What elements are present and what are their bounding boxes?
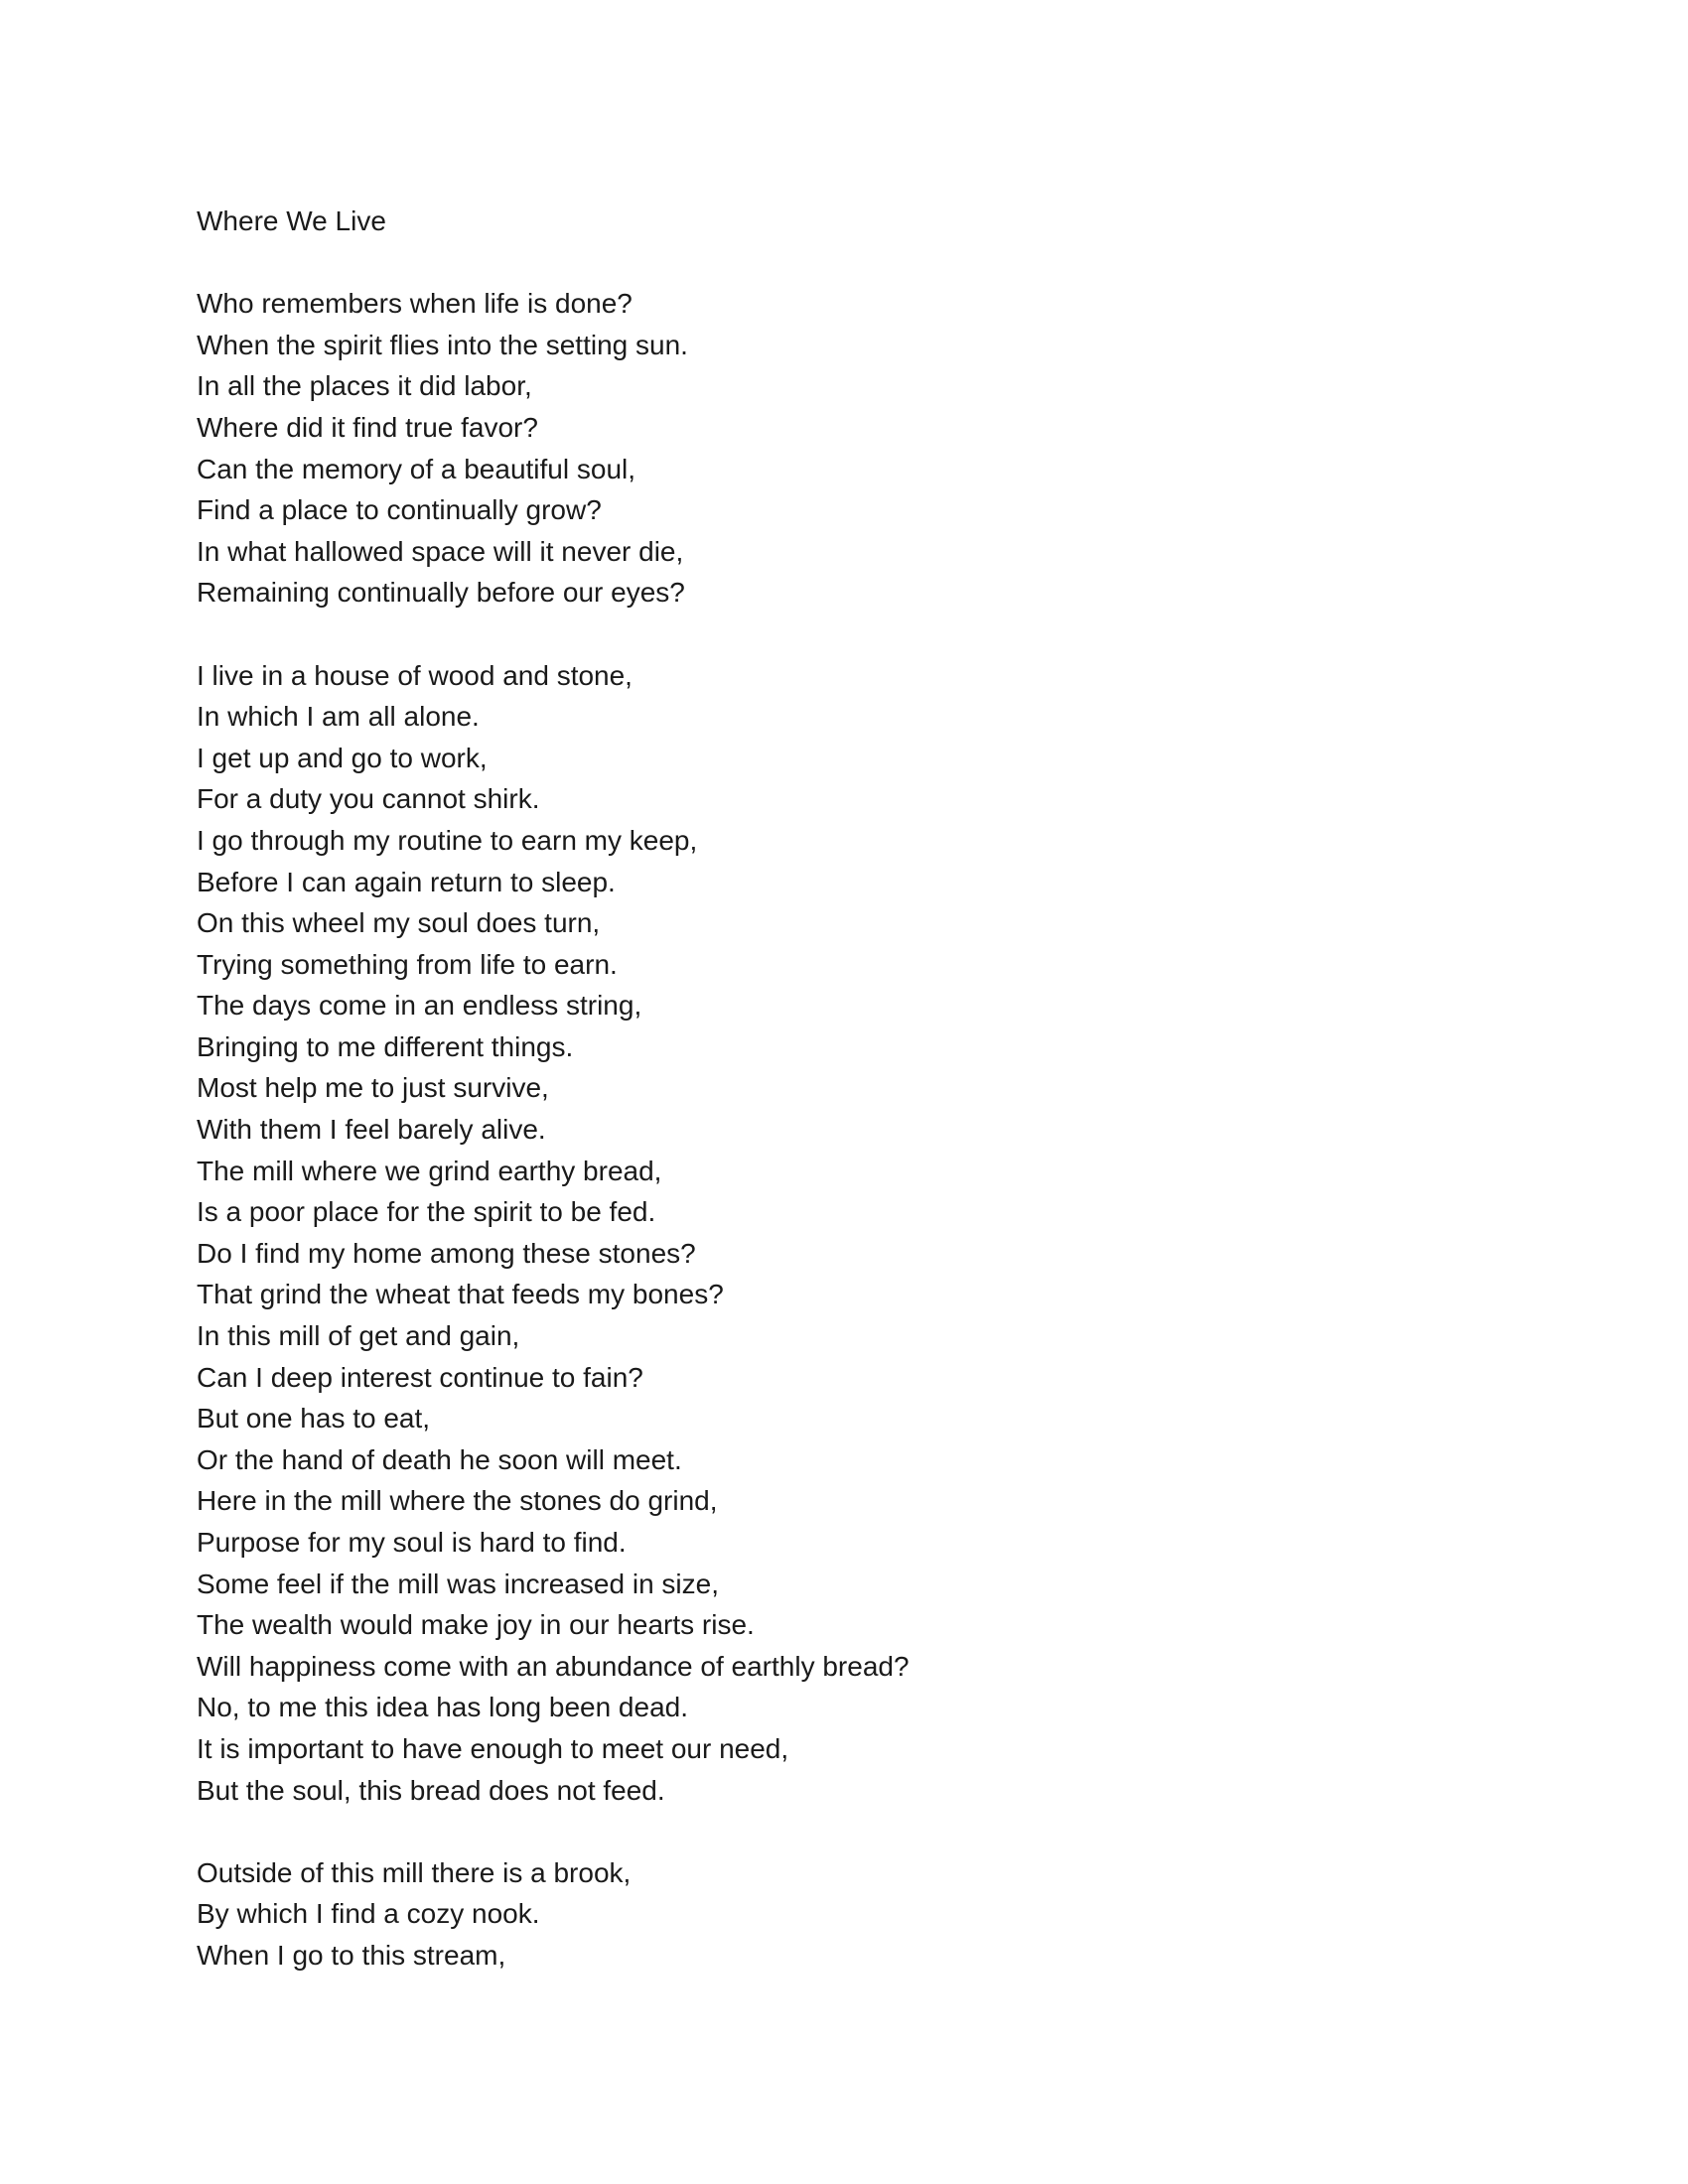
poem-line: For a duty you cannot shirk.: [197, 783, 540, 815]
poem-line: The days come in an endless string,: [197, 990, 642, 1022]
title-spacer: [197, 242, 1487, 284]
poem-line: Do I find my home among these stones?: [197, 1237, 696, 1269]
poem-line: Purpose for my soul is hard to find.: [197, 1527, 627, 1558]
stanza-1: [197, 283, 1487, 614]
poem-line: Find a place to continually grow?: [197, 494, 602, 526]
poem-line: That grind the wheat that feeds my bones?: [197, 1279, 724, 1310]
poem-line: But the soul, this bread does not feed.: [197, 1774, 665, 1806]
stanza-2: [197, 655, 1487, 1812]
poem-line: Will happiness come with an abundance of earthly bread?: [197, 1650, 910, 1682]
poem-line: Remaining continually before our eyes?: [197, 577, 685, 609]
poem-line: Can the memory of a beautiful soul,: [197, 453, 636, 484]
poem-line: But one has to eat,: [197, 1403, 431, 1434]
poem-line: Trying something from life to earn.: [197, 948, 618, 980]
poem-line: Is a poor place for the spirit to be fed.: [197, 1196, 656, 1228]
poem-line: Before I can again return to sleep.: [197, 866, 616, 897]
poem-line: Outside of this mill there is a brook,: [197, 1856, 632, 1888]
poem-line: Here in the mill where the stones do grind,: [197, 1485, 718, 1517]
stanza-3: [197, 1852, 1487, 1977]
poem-line: It is important to have enough to meet our need,: [197, 1732, 789, 1764]
poem-line: Where did it find true favor?: [197, 411, 538, 443]
poem-line: I live in a house of wood and stone,: [197, 659, 633, 691]
poem-line: I get up and go to work,: [197, 742, 488, 773]
poem-line: Most help me to just survive,: [197, 1072, 549, 1104]
poem-line: By which I find a cozy nook.: [197, 1898, 540, 1930]
poem-line: The wealth would make joy in our hearts rise.: [197, 1609, 755, 1641]
poem-line: Bringing to me different things.: [197, 1030, 574, 1062]
poem-title: Where We Live: [197, 205, 386, 236]
poem-line: When I go to this stream,: [197, 1939, 506, 1971]
poem-line: No, to me this idea has long been dead.: [197, 1692, 689, 1723]
poem-line: Can I deep interest continue to fain?: [197, 1361, 643, 1393]
poem-line: In this mill of get and gain,: [197, 1320, 520, 1352]
poem-line: Or the hand of death he soon will meet.: [197, 1443, 682, 1475]
poem-line: When the spirit flies into the setting sun.: [197, 329, 688, 360]
poem-body: [197, 201, 1487, 1977]
poem-line: I go through my routine to earn my keep,: [197, 824, 698, 856]
poem-line: Some feel if the mill was increased in size,: [197, 1568, 719, 1599]
poem-line: On this wheel my soul does turn,: [197, 907, 601, 939]
poem-line: With them I feel barely alive.: [197, 1114, 546, 1146]
poem-line: The mill where we grind earthy bread,: [197, 1155, 662, 1186]
poem-line: Who remembers when life is done?: [197, 288, 633, 320]
poem-line: In all the places it did labor,: [197, 370, 532, 402]
poem-stanzas: [197, 283, 1487, 1976]
poem-line: In which I am all alone.: [197, 701, 480, 733]
poem-line: In what hallowed space will it never die,: [197, 535, 684, 567]
